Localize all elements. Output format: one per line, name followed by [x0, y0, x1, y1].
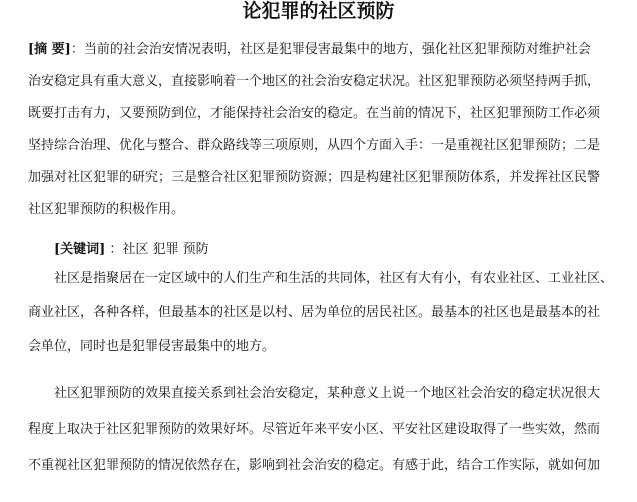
- abstract-line-6: 社区犯罪预防的积极作用。: [28, 202, 185, 217]
- paragraph-1-line-2: 商业社区，各种各样，但最基本的社区是以村、居为单位的居民社区。最基本的社区也是最基本的社: [28, 305, 601, 320]
- page-title: 论犯罪的社区预防: [242, 0, 395, 22]
- keywords-label: [关键词]: [54, 242, 106, 257]
- paragraph-2-line-3: 不重视社区犯罪预防的情况依然存在，影响到社会治安的稳定。有感于此，结合工作实际，就如何加: [28, 458, 601, 473]
- paragraph-2-line-1: 社区犯罪预防的效果直接关系到社会治安稳定，某种意义上说一个地区社会治安的稳定状况很大: [54, 386, 601, 401]
- paragraph-1-line-3: 会单位，同时也是犯罪侵害最集中的地方。: [28, 339, 276, 354]
- abstract-line-1: [28, 42, 591, 58]
- keywords-line: [54, 242, 209, 258]
- abstract-line-3: 既要打击有力，又要预防到位，才能保持社会治安的稳定。在当前的情况下，社区犯罪预防工作必须: [28, 106, 601, 121]
- abstract-line-2: 治安稳定具有重大意义，直接影响着一个地区的社会治安稳定状况。社区犯罪预防必须坚持两手抓，: [28, 74, 601, 89]
- paragraph-1-line-1: 社区是指聚居在一定区域中的人们生产和生活的共同体，社区有大有小，有农业社区、工业社区、: [54, 271, 614, 286]
- abstract-label: [摘 要]: [28, 42, 71, 57]
- paragraph-2-line-2: 程度上取决于社区犯罪预防的效果好坏。尽管近年来平安小区、平安社区建设取得了一些实效，然而: [28, 422, 601, 437]
- abstract-line-5: 加强对社区犯罪的研究；三是整合社区犯罪预防资源；四是构建社区犯罪预防体系，并发挥社区民警: [28, 170, 601, 185]
- abstract-text-1: ：当前的社会治安情况表明，社区是犯罪侵害最集中的地方，强化社区犯罪预防对维护社会: [70, 42, 591, 57]
- abstract-line-4: 坚持综合治理、优化与整合、群众路线等三项原则，从四个方面入手：一是重视社区犯罪预防；二是: [28, 138, 601, 153]
- keywords-text: ：社区 犯罪 预防: [109, 242, 209, 257]
